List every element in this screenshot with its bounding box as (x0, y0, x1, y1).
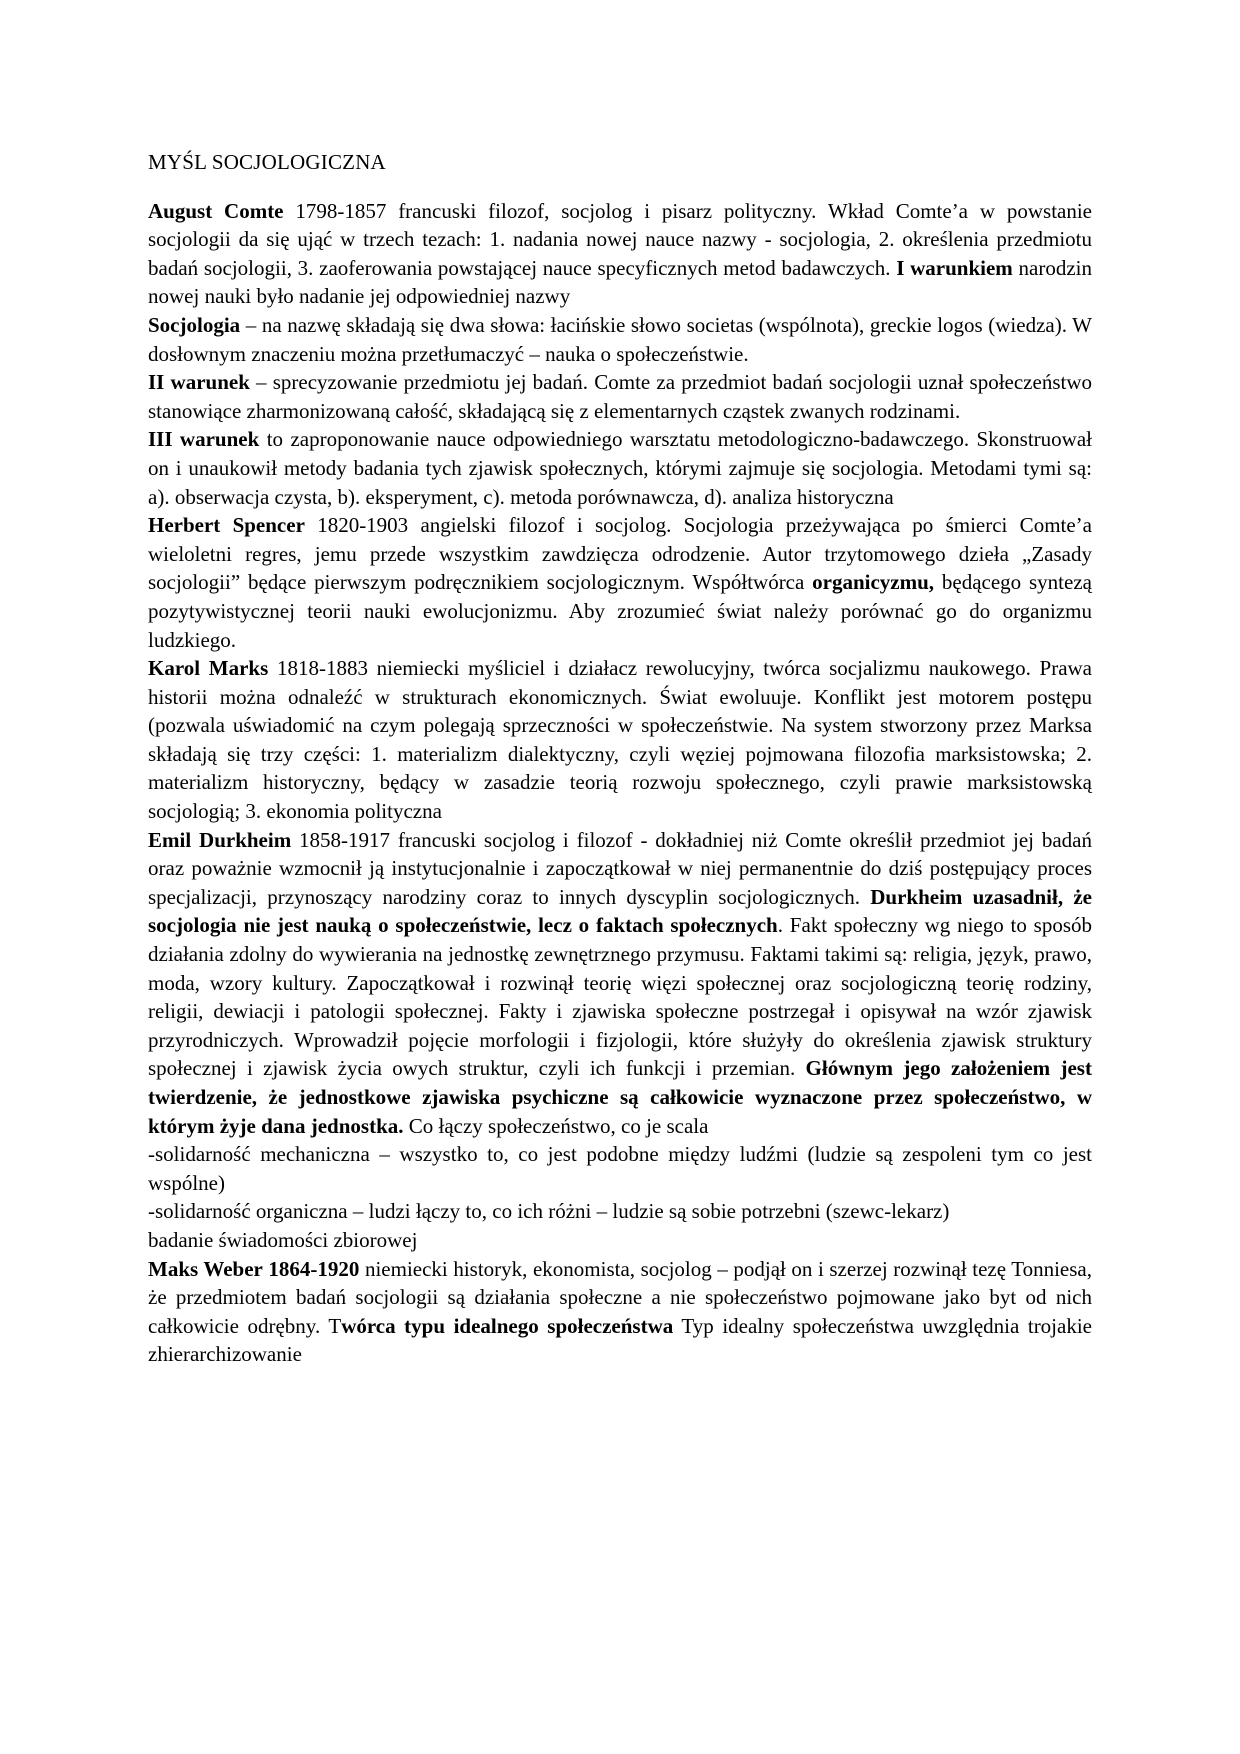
bold-text: I warunkiem (896, 255, 1013, 280)
text-run: narodzin nowej nauki było nadanie jej odpowiedniej nazwy (148, 255, 1092, 309)
bold-text: Emil Durkheim (148, 827, 292, 852)
paragraph (148, 1140, 1092, 1197)
document-title: MYŚL SOCJOLOGICZNA (148, 150, 386, 174)
bold-text: Durkheim uzasadnił, że socjologia nie jest nauką o społeczeństwie, lecz o faktach społecznych (148, 884, 1092, 938)
paragraph (148, 368, 1092, 425)
text-run: 1818-1883 niemiecki myśliciel i działacz rewolucyjny, twórca socjalizmu naukowego. Prawa historii można odnaleźć w strukturach ekonomicznych. Świat ewoluuje. Konflikt jest motorem postępu (pozwala uświadomić na czym polegają sprzeczności w społeczeństwie. Na system stworzony przez Marksa składają się trzy części: 1. materializm dialektyczny, czyli węziej pojmowana filozofia marksistowska; 2. materializm historyczny, będący w zasadzie teorią rozwoju społecznego, czyli prawie marksistowską socjologią; 3. ekonomia polityczna (148, 656, 1093, 824)
bold-text: Socjologia (148, 312, 241, 337)
text-run: to zaproponowanie nauce odpowiedniego warsztatu metodologiczno-badawczego. Skonstruował on i unaukowił metody badania tych zjawisk społecznych, którymi zajmuje się socjologia. Metodami tymi są: a). obserwacja czysta, b). eksperyment, c). metoda porównawcza, d). analiza historyczna (148, 427, 1092, 509)
bold-text: August Comte (148, 198, 284, 223)
text-run: 1858-1917 francuski socjolog i filozof - dokładniej niż Comte określił przedmiot jej badań oraz poważnie wzmocnił ją instytucjonalnie i zapoczątkował w niej permanentnie do dziś postępujący proces specjalizacji, przynoszący narodziny coraz to innych dyscyplin socjologicznych. (148, 827, 1092, 909)
bold-text: Maks Weber (148, 1256, 263, 1281)
text-run: badanie świadomości zbiorowej (148, 1227, 418, 1252)
text-run: Typ idealny społeczeństwa uwzględnia trojakie zhierarchizowanie (148, 1313, 1092, 1367)
bold-text: organicyzmu, (812, 570, 935, 595)
bold-text: III warunek (148, 427, 260, 452)
bold-text: wórca typu idealnego społeczeństwa (341, 1313, 674, 1338)
text-run: – na nazwę składają się dwa słowa: łacińskie słowo societas (wspólnota), greckie logos (wiedza). W dosłownym znaczeniu można przetłumaczyć – nauka o społeczeństwie. (148, 312, 1092, 366)
text-run: niemiecki historyk, ekonomista, socjolog – podjął on i szerzej rozwinął tezę Tonniesa, że przedmiotem badań socjologii są działania społeczne a nie społeczeństwo pojmowane jako byt od nich całkowicie odrębny. T (148, 1256, 1092, 1338)
text-run: -solidarność mechaniczna – wszystko to, co jest podobne między ludźmi (ludzie są zespoleni tym co jest wspólne) (148, 1142, 1092, 1195)
text-run: -solidarność organiczna – ludzi łączy to, co ich różni – ludzie są sobie potrzebni (szewc-lekarz) (148, 1199, 950, 1224)
bold-text: II warunek (148, 370, 250, 395)
paragraph (148, 1197, 1092, 1226)
text-run: . Fakt społeczny wg niego to sposób działania zdolny do wywierania na jednostkę zewnętrznego przymusu. Faktami takimi są: religia, język, prawo, moda, wzory kultury. Zapoczątkował i rozwinął teorię więzi społecznej oraz socjologiczną teorię rodziny, religii, dewiacji i patologii społecznej. Fakty i zjawiska społeczne postrzegał i opisywał na wzór zjawisk przyrodniczych. Wprowadził pojęcie morfologii i fizjologii, które służyły do określenia zjawisk struktury społecznej i zjawisk życia owych struktur, czyli ich funkcji i przemian. (148, 913, 1092, 1081)
text-run: 1820-1903 angielski filozof i socjolog. Socjologia przeżywająca po śmierci Comte’a wieloletni regres, jemu przede wszystkim zawdzięcza odrodzenie. Autor trzytomowego dzieła „Zasady socjologii” będące pierwszym podręcznikiem socjologicznym. Współtwórca (148, 513, 1092, 595)
paragraph (148, 826, 1092, 1141)
bold-text: 1864-1920 (268, 1256, 360, 1281)
text-run: – sprecyzowanie przedmiotu jej badań. Comte za przedmiot badań socjologii uznał społeczeństwo stanowiące zharmonizowaną całość, składającą się z elementarnych cząstek zwanych rodzinami. (148, 370, 1092, 423)
bold-text: Herbert Spencer (148, 513, 305, 538)
paragraph (148, 425, 1092, 511)
paragraph (148, 511, 1092, 654)
text-run: będącego syntezą pozytywistycznej teorii nauki ewolucjonizmu. Aby zrozumieć świat należy porównać go do organizmu ludzkiego. (148, 570, 1092, 652)
paragraph (148, 311, 1092, 368)
text-run: Co łączy społeczeństwo, co je scala (403, 1113, 709, 1138)
paragraph (148, 1226, 1092, 1255)
document-body (148, 197, 1092, 1369)
bold-text: Karol Marks (148, 656, 269, 681)
text-run: 1798-1857 francuski filozof, socjolog i pisarz polityczny. Wkład Comte’a w powstanie socjologii da się ująć w trzech tezach: 1. nadania nowej nauce nazwy - socjologia, 2. określenia przedmiotu badań socjologii, 3. zaoferowania powstającej nauce specyficznych metod badawczych. (148, 198, 1092, 280)
paragraph (148, 654, 1092, 826)
paragraph (148, 1255, 1092, 1369)
bold-text: Głównym jego założeniem jest twierdzenie, że jednostkowe zjawiska psychiczne są całkowicie wyznaczone przez społeczeństwo, w którym żyje dana jednostka. (148, 1056, 1092, 1138)
paragraph (148, 197, 1092, 311)
